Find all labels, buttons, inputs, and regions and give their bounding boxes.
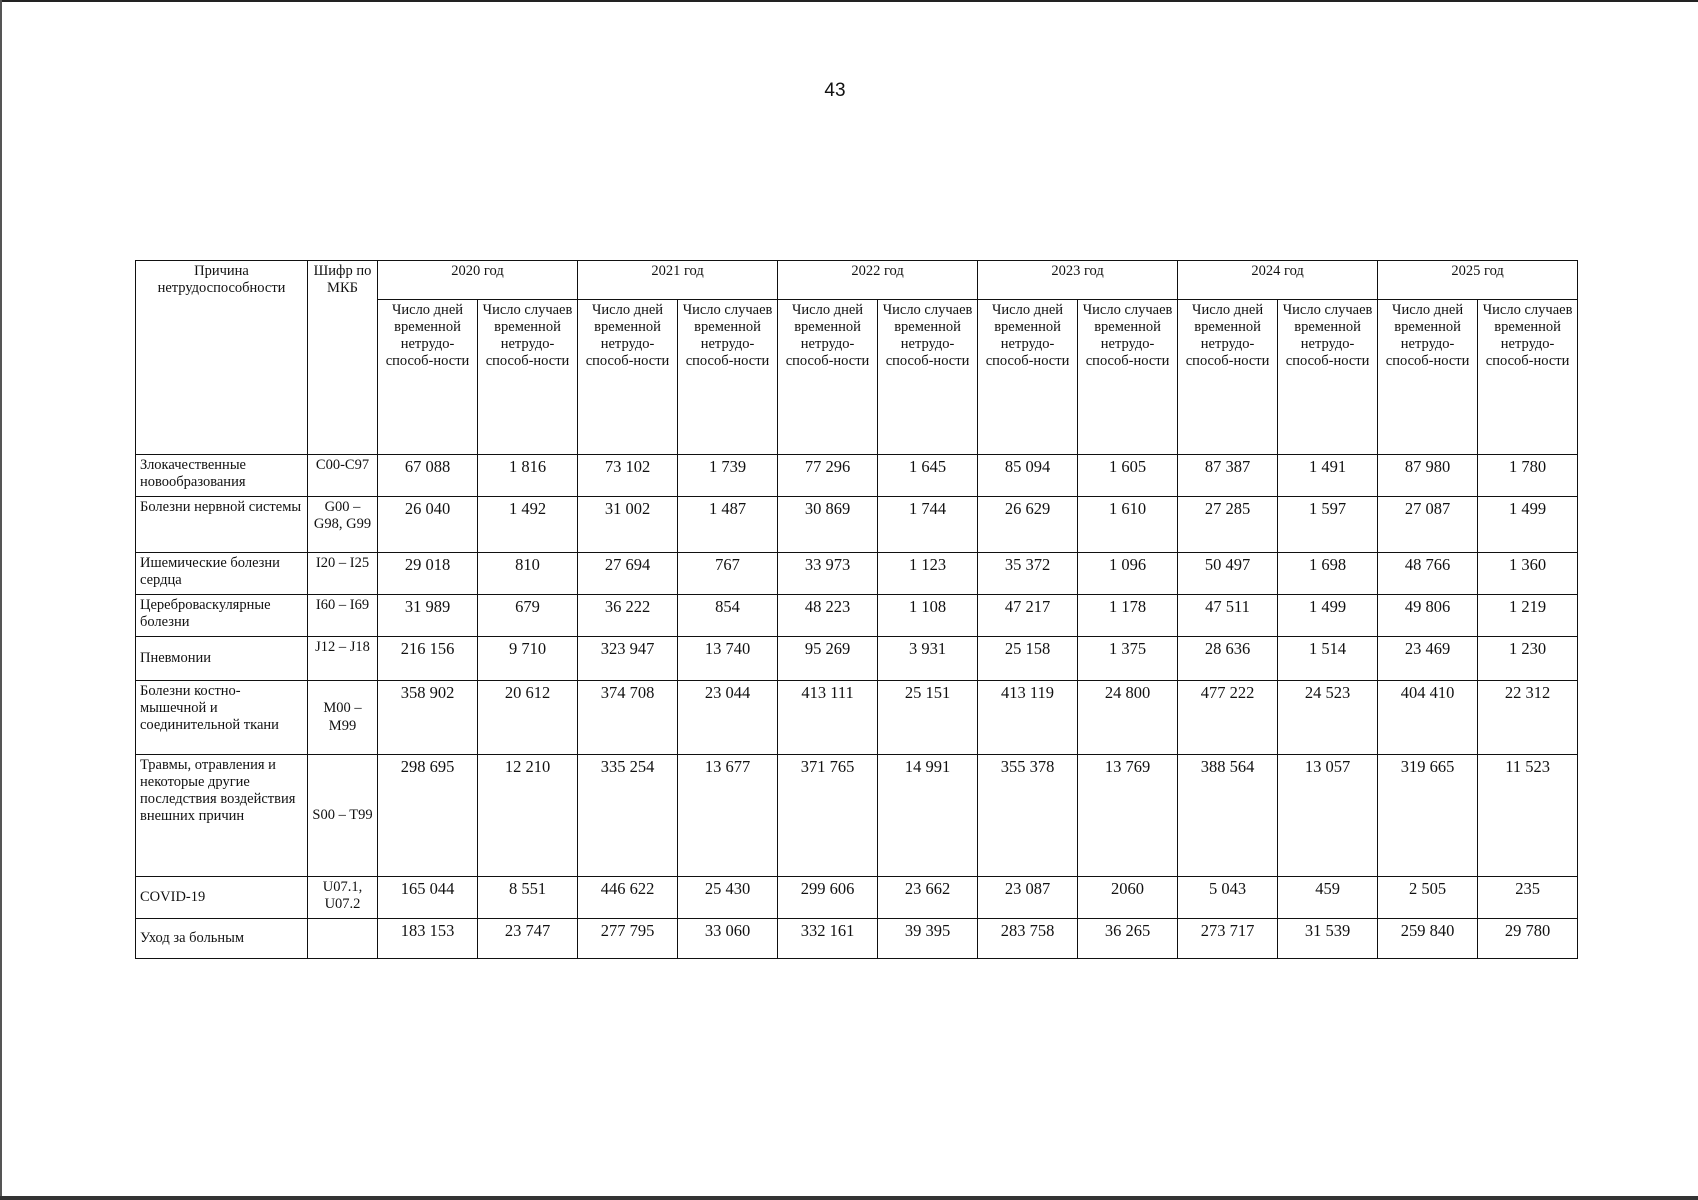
cell-cases: 12 210 [478,755,578,877]
cell-days: 30 869 [778,497,878,553]
cell-cases: 39 395 [878,919,978,959]
cell-days: 374 708 [578,681,678,755]
row-cause: Уход за больным [136,919,308,959]
cell-days: 28 636 [1178,637,1278,681]
cell-cases: 854 [678,595,778,637]
cell-cases: 767 [678,553,778,595]
table-row [136,497,1578,553]
cell-days: 388 564 [1178,755,1278,877]
cell-cases: 1 487 [678,497,778,553]
cell-cases: 1 739 [678,455,778,497]
cell-days: 165 044 [378,877,478,919]
cell-cases: 1 230 [1478,637,1578,681]
cell-days: 23 469 [1378,637,1478,681]
cell-days: 2 505 [1378,877,1478,919]
header-cases: Число случаев временной нетрудо-способ-ности [678,300,778,455]
cell-cases: 20 612 [478,681,578,755]
cell-cases: 459 [1278,877,1378,919]
cell-cases: 1 375 [1078,637,1178,681]
cell-cases: 13 057 [1278,755,1378,877]
cell-days: 87 387 [1178,455,1278,497]
cell-cases: 1 514 [1278,637,1378,681]
cell-cases: 1 108 [878,595,978,637]
cell-cases: 1 219 [1478,595,1578,637]
cell-days: 319 665 [1378,755,1478,877]
cell-days: 26 040 [378,497,478,553]
cell-cases: 1 780 [1478,455,1578,497]
cell-cases: 23 044 [678,681,778,755]
header-cases: Число случаев временной нетрудо-способ-ности [878,300,978,455]
header-year: 2025 год [1378,261,1578,300]
cell-cases: 24 523 [1278,681,1378,755]
header-year: 2021 год [578,261,778,300]
header-cases: Число случаев временной нетрудо-способ-ности [1078,300,1178,455]
row-cause: Ишемические болезни сердца [136,553,308,595]
cell-cases: 1 816 [478,455,578,497]
cell-days: 413 119 [978,681,1078,755]
header-year: 2020 год [378,261,578,300]
cell-cases: 13 677 [678,755,778,877]
cell-cases: 25 430 [678,877,778,919]
row-cause: Болезни костно-мышечной и соединительной ткани [136,681,308,755]
header-row-years [136,261,1578,300]
cell-days: 26 629 [978,497,1078,553]
cell-days: 27 285 [1178,497,1278,553]
cell-days: 27 694 [578,553,678,595]
header-days: Число дней временной нетрудо-способ-ности [1178,300,1278,455]
cell-days: 27 087 [1378,497,1478,553]
header-cases: Число случаев временной нетрудо-способ-ности [1278,300,1378,455]
header-days: Число дней временной нетрудо-способ-ности [578,300,678,455]
row-code: C00-C97 [308,455,378,497]
row-cause: COVID-19 [136,877,308,919]
cell-days: 183 153 [378,919,478,959]
header-year: 2022 год [778,261,978,300]
cell-days: 25 158 [978,637,1078,681]
header-year: 2024 год [1178,261,1378,300]
cell-cases: 1 360 [1478,553,1578,595]
cell-days: 87 980 [1378,455,1478,497]
cell-days: 477 222 [1178,681,1278,755]
row-code: I20 – I25 [308,553,378,595]
cell-days: 47 511 [1178,595,1278,637]
scan-edge-left [0,0,2,1200]
cell-cases: 1 645 [878,455,978,497]
cell-days: 48 223 [778,595,878,637]
table-row [136,755,1578,877]
cell-days: 277 795 [578,919,678,959]
row-cause: Травмы, отравления и некоторые другие последствия воздействия внешних причин [136,755,308,877]
table-row [136,455,1578,497]
cell-cases: 14 991 [878,755,978,877]
row-cause: Цереброваскулярные болезни [136,595,308,637]
cell-cases: 8 551 [478,877,578,919]
cell-cases: 2060 [1078,877,1178,919]
cell-cases: 13 740 [678,637,778,681]
cell-cases: 23 662 [878,877,978,919]
scan-edge-top [0,0,1698,2]
header-days: Число дней временной нетрудо-способ-ности [778,300,878,455]
row-code: G00 – G98, G99 [308,497,378,553]
page-number: 43 [824,80,846,101]
cell-days: 29 018 [378,553,478,595]
cell-cases: 1 744 [878,497,978,553]
cell-days: 298 695 [378,755,478,877]
table-body [136,455,1578,959]
row-code: M00 – M99 [308,681,378,755]
cell-cases: 1 499 [1278,595,1378,637]
cell-cases: 33 060 [678,919,778,959]
cell-cases: 3 931 [878,637,978,681]
cell-days: 371 765 [778,755,878,877]
cell-cases: 810 [478,553,578,595]
cell-days: 67 088 [378,455,478,497]
cell-cases: 11 523 [1478,755,1578,877]
cell-days: 50 497 [1178,553,1278,595]
cell-cases: 13 769 [1078,755,1178,877]
header-days: Число дней временной нетрудо-способ-ности [978,300,1078,455]
row-cause: Болезни нервной системы [136,497,308,553]
cell-days: 49 806 [1378,595,1478,637]
cell-cases: 36 265 [1078,919,1178,959]
cell-cases: 22 312 [1478,681,1578,755]
table-row [136,877,1578,919]
cell-cases: 1 597 [1278,497,1378,553]
cell-cases: 31 539 [1278,919,1378,959]
header-days: Число дней временной нетрудо-способ-ности [378,300,478,455]
cell-days: 36 222 [578,595,678,637]
cell-days: 259 840 [1378,919,1478,959]
cell-days: 299 606 [778,877,878,919]
cell-cases: 1 610 [1078,497,1178,553]
cell-days: 358 902 [378,681,478,755]
cell-days: 332 161 [778,919,878,959]
cell-days: 335 254 [578,755,678,877]
row-cause: Пневмонии [136,637,308,681]
cell-days: 31 989 [378,595,478,637]
cell-days: 47 217 [978,595,1078,637]
row-code: U07.1, U07.2 [308,877,378,919]
cell-days: 355 378 [978,755,1078,877]
row-code: J12 – J18 [308,637,378,681]
header-days: Число дней временной нетрудо-способ-ности [1378,300,1478,455]
cell-days: 31 002 [578,497,678,553]
cell-cases: 679 [478,595,578,637]
table-row [136,681,1578,755]
cell-days: 404 410 [1378,681,1478,755]
cell-days: 323 947 [578,637,678,681]
cell-days: 85 094 [978,455,1078,497]
cell-days: 77 296 [778,455,878,497]
cell-days: 48 766 [1378,553,1478,595]
table-row [136,553,1578,595]
cell-cases: 24 800 [1078,681,1178,755]
cell-days: 5 043 [1178,877,1278,919]
cell-cases: 29 780 [1478,919,1578,959]
cell-cases: 25 151 [878,681,978,755]
cell-days: 23 087 [978,877,1078,919]
cell-cases: 235 [1478,877,1578,919]
cell-cases: 1 499 [1478,497,1578,553]
cell-cases: 1 096 [1078,553,1178,595]
header-cases: Число случаев временной нетрудо-способ-ности [1478,300,1578,455]
cell-cases: 23 747 [478,919,578,959]
header-cause: Причина нетрудоспособности [136,261,308,455]
cell-cases: 1 123 [878,553,978,595]
cell-cases: 1 178 [1078,595,1178,637]
table-row [136,595,1578,637]
header-cases: Число случаев временной нетрудо-способ-ности [478,300,578,455]
cell-days: 216 156 [378,637,478,681]
sick-leave-table [135,260,1578,959]
header-code: Шифр по МКБ [308,261,378,455]
cell-days: 283 758 [978,919,1078,959]
cell-cases: 1 698 [1278,553,1378,595]
cell-days: 33 973 [778,553,878,595]
cell-days: 35 372 [978,553,1078,595]
cell-days: 73 102 [578,455,678,497]
table-row [136,919,1578,959]
cell-days: 446 622 [578,877,678,919]
row-code [308,919,378,959]
header-year: 2023 год [978,261,1178,300]
cell-days: 273 717 [1178,919,1278,959]
scan-edge-bottom [0,1196,1698,1200]
cell-cases: 1 491 [1278,455,1378,497]
table-row [136,637,1578,681]
row-code: S00 – T99 [308,755,378,877]
row-cause: Злокачественные новообразования [136,455,308,497]
cell-cases: 9 710 [478,637,578,681]
cell-days: 413 111 [778,681,878,755]
cell-cases: 1 605 [1078,455,1178,497]
cell-cases: 1 492 [478,497,578,553]
cell-days: 95 269 [778,637,878,681]
row-code: I60 – I69 [308,595,378,637]
